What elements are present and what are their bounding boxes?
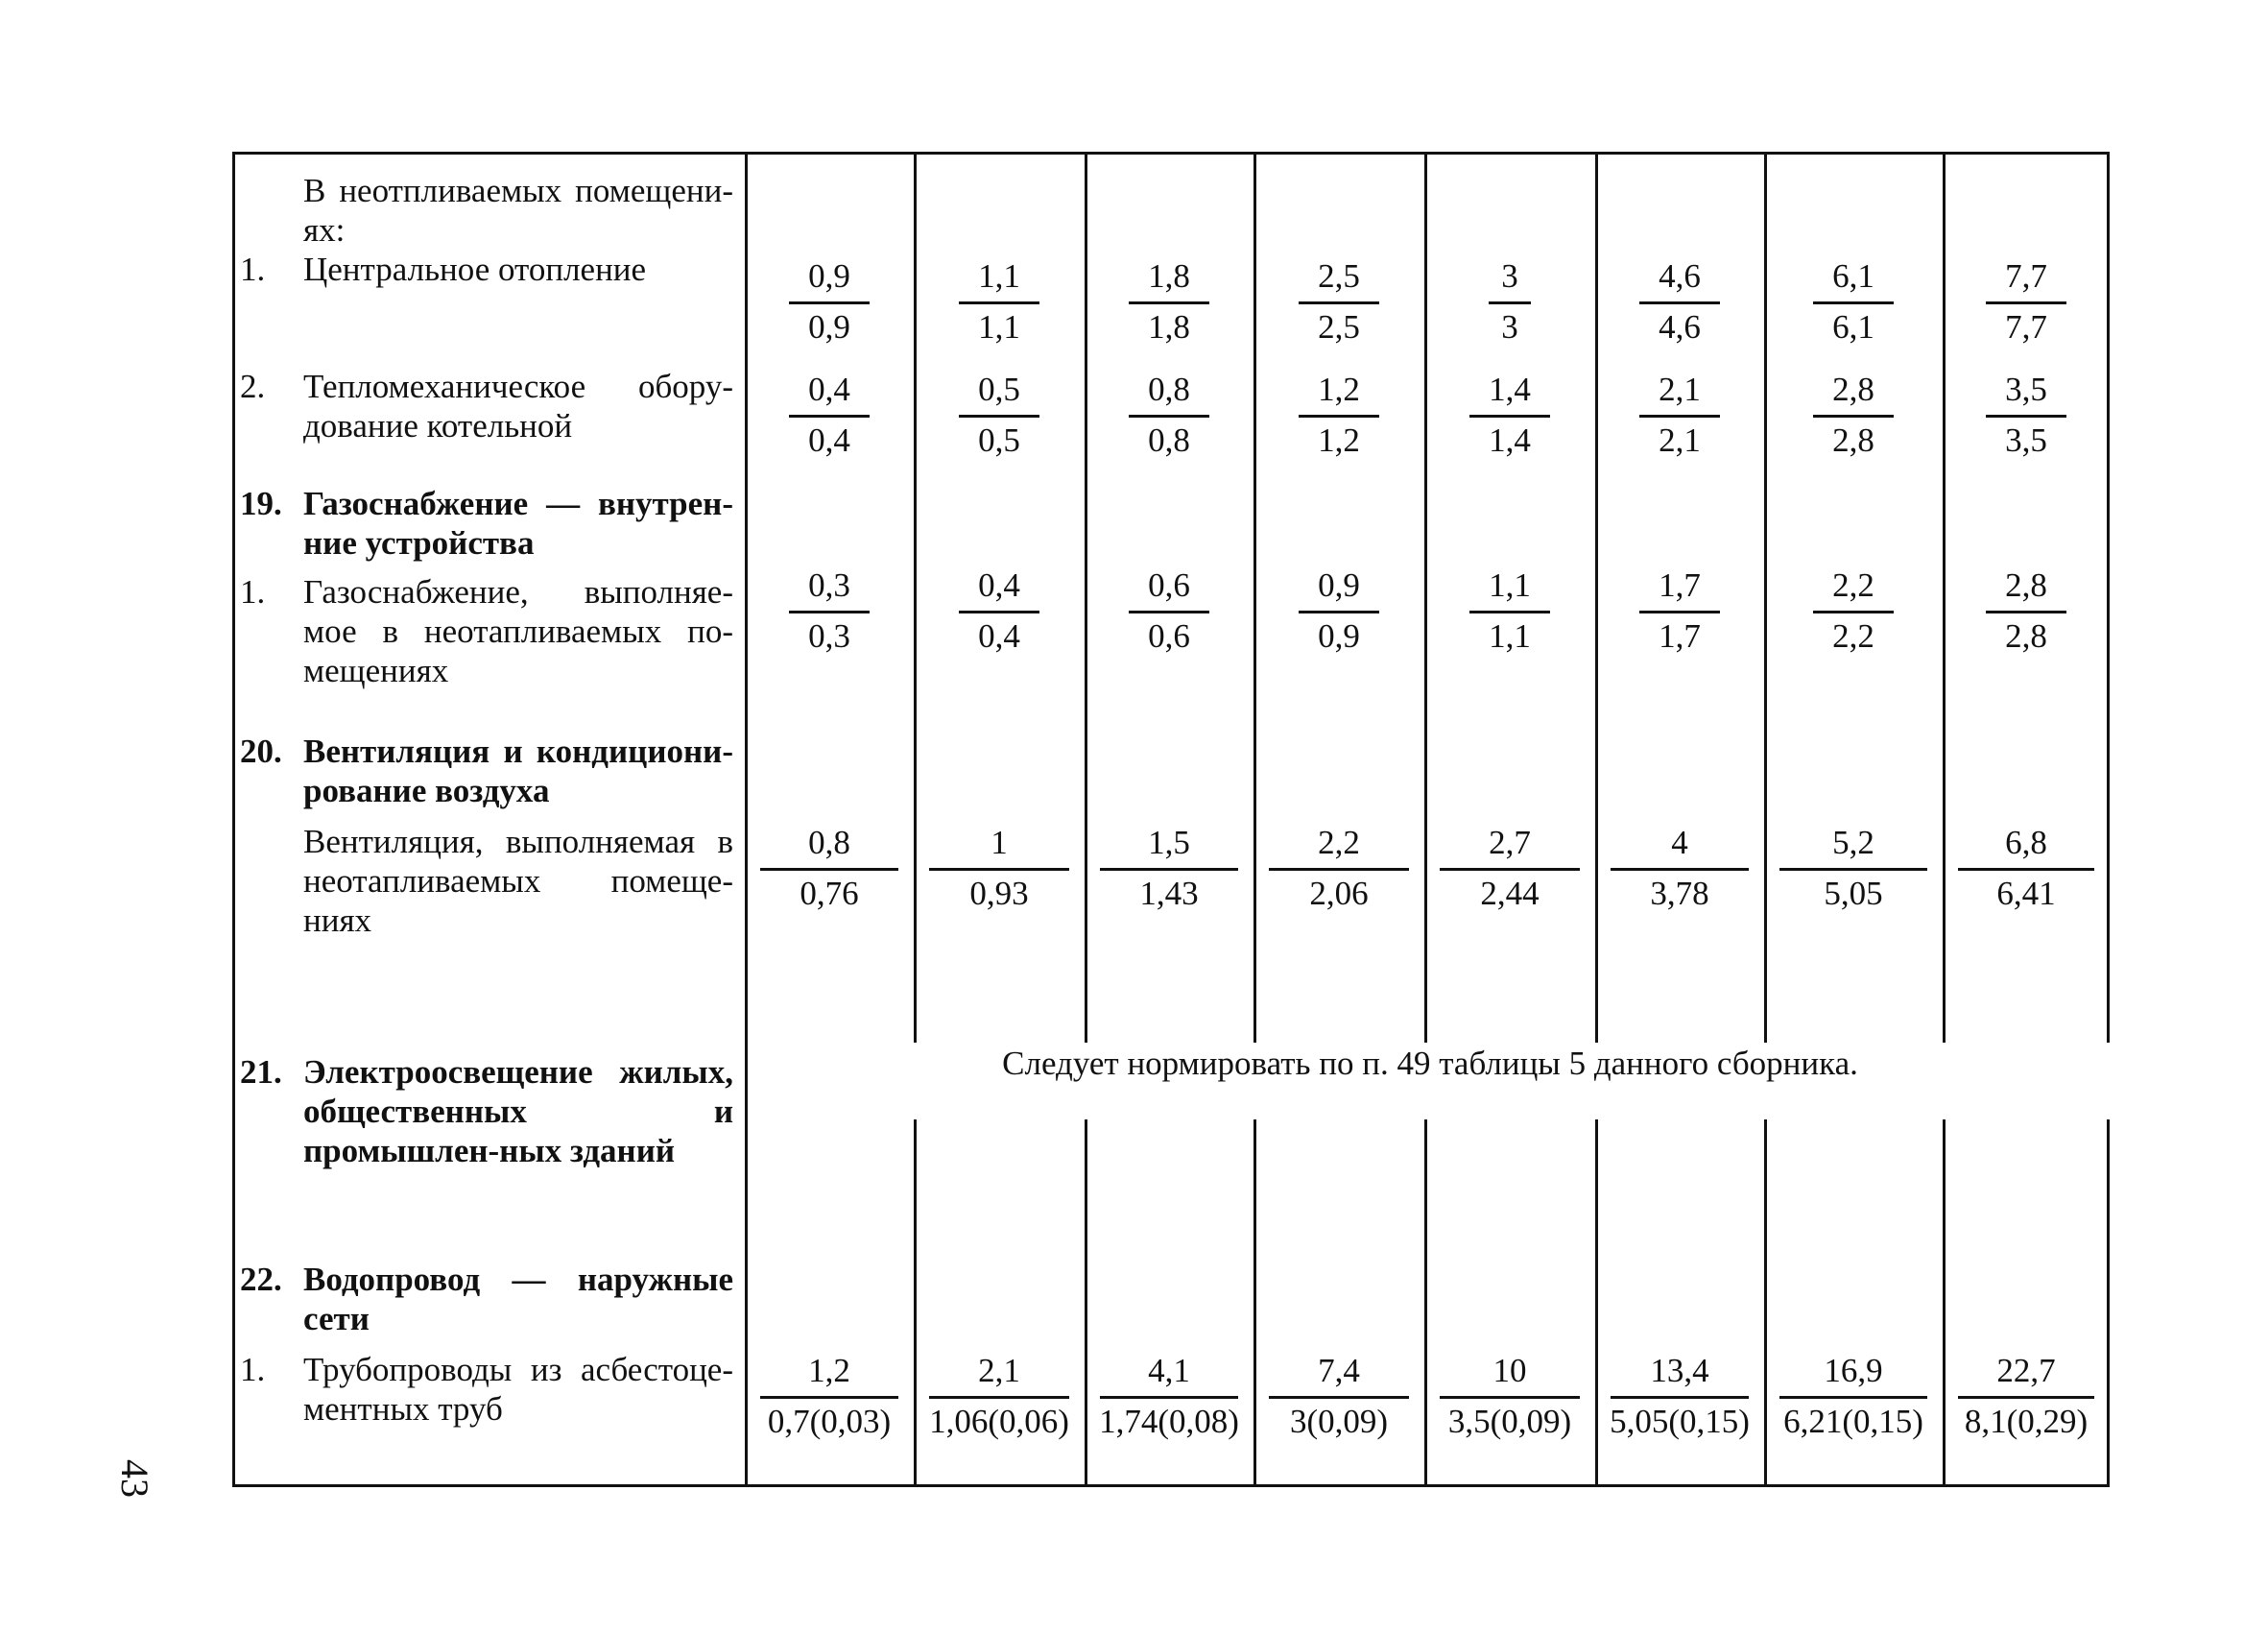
fraction-bar <box>1100 1396 1238 1399</box>
fraction-denominator: 0,76 <box>800 875 859 912</box>
fraction-numerator: 2,8 <box>1832 371 1874 408</box>
value-fraction <box>919 824 1079 913</box>
fraction-numerator: 1,1 <box>978 257 1020 295</box>
fraction-numerator: 1,1 <box>1489 566 1531 604</box>
fraction-bar <box>760 1396 898 1399</box>
section-title: Газоснабжение — внутрен-ние устройства <box>303 485 733 562</box>
item-text: Тепломеханическое обору-дование котельной <box>303 368 733 445</box>
value-fraction <box>751 1352 908 1441</box>
fraction-numerator: 2,8 <box>2005 566 2047 604</box>
value-fraction <box>1948 566 2104 656</box>
section-number: 21. <box>240 1053 282 1091</box>
fraction-denominator: 5,05(0,15) <box>1610 1403 1750 1440</box>
value-fraction <box>1770 1352 1937 1441</box>
value-fraction <box>1770 371 1937 460</box>
fraction-bar <box>1611 1396 1749 1399</box>
fraction-bar <box>1813 611 1894 613</box>
fraction-denominator: 6,41 <box>1996 875 2056 912</box>
fraction-denominator: 1,4 <box>1489 421 1531 459</box>
fraction-bar <box>1958 1396 2094 1399</box>
fraction-numerator: 4,1 <box>1148 1352 1190 1389</box>
value-fraction <box>1430 824 1589 913</box>
fraction-numerator: 0,6 <box>1148 566 1190 604</box>
fraction-bar <box>789 611 870 613</box>
value-fraction <box>919 257 1079 347</box>
fraction-bar <box>1299 611 1379 613</box>
fraction-denominator: 2,8 <box>2005 617 2047 655</box>
column-divider <box>745 152 748 1487</box>
fraction-bar <box>1299 415 1379 418</box>
fraction-numerator: 2,1 <box>978 1352 1020 1389</box>
fraction-numerator: 5,2 <box>1832 824 1874 861</box>
fraction-bar <box>1489 301 1531 304</box>
fraction-numerator: 1,2 <box>1318 371 1360 408</box>
fraction-numerator: 2,5 <box>1318 257 1360 295</box>
fraction-denominator: 1,43 <box>1139 875 1199 912</box>
fraction-numerator: 1 <box>991 824 1008 861</box>
fraction-bar <box>1611 868 1749 871</box>
fraction-denominator: 3,5(0,09) <box>1447 1403 1572 1440</box>
fraction-denominator: 2,2 <box>1832 617 1874 655</box>
value-fraction <box>919 566 1079 656</box>
fraction-bar <box>1639 611 1720 613</box>
value-fraction <box>1948 371 2104 460</box>
fraction-numerator: 4,6 <box>1659 257 1701 295</box>
fraction-numerator: 0,4 <box>978 566 1020 604</box>
fraction-bar <box>929 868 1069 871</box>
fraction-denominator: 0,4 <box>808 421 850 459</box>
item-number: 1. <box>240 251 266 288</box>
fraction-denominator: 1,74(0,08) <box>1099 1403 1239 1440</box>
value-fraction <box>1259 566 1419 656</box>
fraction-denominator: 6,1 <box>1832 308 1874 346</box>
value-fraction <box>1259 1352 1419 1441</box>
fraction-denominator: 3(0,09) <box>1289 1403 1389 1440</box>
fraction-numerator: 7,7 <box>2005 257 2047 295</box>
fraction-numerator: 10 <box>1492 1352 1527 1389</box>
value-fraction <box>751 371 908 460</box>
fraction-numerator: 2,2 <box>1832 566 1874 604</box>
value-fraction <box>1948 257 2104 347</box>
fraction-bar <box>959 301 1039 304</box>
fraction-denominator: 0,93 <box>969 875 1029 912</box>
fraction-numerator: 4 <box>1671 824 1688 861</box>
fraction-numerator: 1,4 <box>1489 371 1531 408</box>
fraction-denominator: 0,3 <box>808 617 850 655</box>
fraction-numerator: 2,2 <box>1318 824 1360 861</box>
fraction-numerator: 6,8 <box>2005 824 2047 861</box>
fraction-bar <box>1779 1396 1927 1399</box>
value-fraction <box>1770 824 1937 913</box>
fraction-bar <box>1129 415 1209 418</box>
column-divider <box>1764 152 1767 1487</box>
fraction-numerator: 1,7 <box>1659 566 1701 604</box>
fraction-denominator: 2,1 <box>1659 421 1701 459</box>
fraction-numerator: 3,5 <box>2005 371 2047 408</box>
item-text: Вентиляция, выполняемая в неотапливаемых помеще-ниях <box>303 823 733 939</box>
fraction-bar <box>760 868 898 871</box>
item-text: Газоснабжение, выполняе-мое в неотапливаемых по-мещениях <box>303 573 733 689</box>
fraction-numerator: 0,8 <box>1148 371 1190 408</box>
fraction-denominator: 2,06 <box>1309 875 1369 912</box>
fraction-bar <box>789 301 870 304</box>
fraction-denominator: 3,5 <box>2005 421 2047 459</box>
fraction-denominator: 0,6 <box>1148 617 1190 655</box>
fraction-bar <box>1469 415 1550 418</box>
value-fraction <box>751 257 908 347</box>
fraction-numerator: 2,1 <box>1659 371 1701 408</box>
value-fraction <box>1770 566 1937 656</box>
fraction-numerator: 3 <box>1501 257 1518 295</box>
fraction-bar <box>1129 611 1209 613</box>
value-fraction <box>1601 1352 1758 1441</box>
value-fraction <box>1601 257 1758 347</box>
value-fraction <box>1259 257 1419 347</box>
fraction-bar <box>789 415 870 418</box>
fraction-numerator: 0,9 <box>808 257 850 295</box>
value-fraction <box>751 566 908 656</box>
fraction-numerator: 1,5 <box>1148 824 1190 861</box>
fraction-denominator: 5,05 <box>1824 875 1883 912</box>
page-number: 43 <box>113 1459 156 1498</box>
fraction-denominator: 2,44 <box>1480 875 1540 912</box>
value-fraction <box>1090 566 1248 656</box>
column-divider <box>1943 152 1946 1487</box>
fraction-bar <box>1986 415 2066 418</box>
fraction-denominator: 8,1(0,29) <box>1964 1403 2089 1440</box>
value-fraction <box>1090 257 1248 347</box>
fraction-denominator: 1,1 <box>1489 617 1531 655</box>
fraction-numerator: 2,7 <box>1489 824 1531 861</box>
fraction-bar <box>1813 415 1894 418</box>
fraction-bar <box>1269 1396 1409 1399</box>
section-number: 22. <box>240 1261 282 1298</box>
section-title: Вентиляция и кондициони-рование воздуха <box>303 733 733 809</box>
fraction-numerator: 7,4 <box>1318 1352 1360 1389</box>
value-fraction <box>1948 824 2104 913</box>
fraction-bar <box>1299 301 1379 304</box>
fraction-bar <box>1440 1396 1580 1399</box>
fraction-numerator: 1,8 <box>1148 257 1190 295</box>
item-number: 2. <box>240 368 266 405</box>
fraction-numerator: 0,4 <box>808 371 850 408</box>
fraction-numerator: 0,3 <box>808 566 850 604</box>
fraction-numerator: 6,1 <box>1832 257 1874 295</box>
fraction-bar <box>1129 301 1209 304</box>
fraction-denominator: 1,2 <box>1318 421 1360 459</box>
value-fraction <box>1430 566 1589 656</box>
value-fraction <box>1430 1352 1589 1441</box>
column-divider <box>914 152 917 1487</box>
item-text: Центральное отопление <box>303 251 647 288</box>
fraction-numerator: 22,7 <box>1996 1352 2056 1389</box>
fraction-denominator: 0,4 <box>978 617 1020 655</box>
fraction-bar <box>1986 301 2066 304</box>
fraction-bar <box>1639 415 1720 418</box>
value-fraction <box>1948 1352 2104 1441</box>
section-number: 20. <box>240 733 282 770</box>
fraction-bar <box>929 1396 1069 1399</box>
item-text: Трубопроводы из асбестоце-ментных труб <box>303 1351 733 1428</box>
fraction-denominator: 1,1 <box>978 308 1020 346</box>
fraction-numerator: 0,5 <box>978 371 1020 408</box>
fraction-denominator: 1,8 <box>1148 308 1190 346</box>
value-fraction <box>919 1352 1079 1441</box>
fraction-bar <box>1639 301 1720 304</box>
value-fraction <box>751 824 908 913</box>
fraction-denominator: 0,7(0,03) <box>767 1403 892 1440</box>
section-title: Водопровод — наружные сети <box>303 1261 733 1337</box>
fraction-numerator: 1,2 <box>808 1352 850 1389</box>
column-divider <box>1253 152 1256 1487</box>
item-number: 1. <box>240 1351 266 1388</box>
value-fraction <box>1090 371 1248 460</box>
column-divider <box>1085 152 1087 1487</box>
fraction-bar <box>959 611 1039 613</box>
fraction-denominator: 0,8 <box>1148 421 1190 459</box>
fraction-bar <box>1269 868 1409 871</box>
column-divider <box>1595 152 1598 1487</box>
fraction-denominator: 4,6 <box>1659 308 1701 346</box>
value-fraction <box>1601 371 1758 460</box>
fraction-denominator: 2,5 <box>1318 308 1360 346</box>
value-fraction <box>1090 824 1248 913</box>
fraction-bar <box>1958 868 2094 871</box>
section-21-note: Следует нормировать по п. 49 таблицы 5 данного сборника. <box>749 1043 2112 1119</box>
value-fraction <box>1090 1352 1248 1441</box>
fraction-denominator: 1,06(0,06) <box>929 1403 1069 1440</box>
fraction-bar <box>1779 868 1927 871</box>
fraction-bar <box>1100 868 1238 871</box>
value-fraction <box>1259 824 1419 913</box>
value-fraction <box>1601 566 1758 656</box>
fraction-denominator: 0,9 <box>1318 617 1360 655</box>
fraction-bar <box>959 415 1039 418</box>
fraction-denominator: 0,5 <box>978 421 1020 459</box>
fraction-denominator: 2,8 <box>1832 421 1874 459</box>
item-number: 1. <box>240 573 266 611</box>
fraction-bar <box>1813 301 1894 304</box>
section-number: 19. <box>240 485 282 522</box>
fraction-bar <box>1440 868 1580 871</box>
fraction-numerator: 0,9 <box>1318 566 1360 604</box>
fraction-denominator: 6,21(0,15) <box>1783 1403 1923 1440</box>
fraction-bar <box>1469 611 1550 613</box>
section-title: Электроосвещение жилых, общественных и промышлен-ных зданий <box>303 1053 733 1169</box>
column-divider <box>1424 152 1427 1487</box>
value-fraction <box>1430 371 1589 460</box>
fraction-denominator: 0,9 <box>808 308 850 346</box>
fraction-denominator: 1,7 <box>1659 617 1701 655</box>
fraction-denominator: 3 <box>1501 308 1518 346</box>
fraction-numerator: 0,8 <box>808 824 850 861</box>
value-fraction <box>1430 257 1589 347</box>
fraction-denominator: 3,78 <box>1650 875 1709 912</box>
value-fraction <box>1259 371 1419 460</box>
value-fraction <box>1770 257 1937 347</box>
fraction-bar <box>1986 611 2066 613</box>
fraction-denominator: 7,7 <box>2005 308 2047 346</box>
value-fraction <box>919 371 1079 460</box>
row-intro-text: В неотпливаемых помещени-ях: <box>303 172 733 249</box>
fraction-numerator: 16,9 <box>1824 1352 1883 1389</box>
fraction-numerator: 13,4 <box>1650 1352 1709 1389</box>
value-fraction <box>1601 824 1758 913</box>
